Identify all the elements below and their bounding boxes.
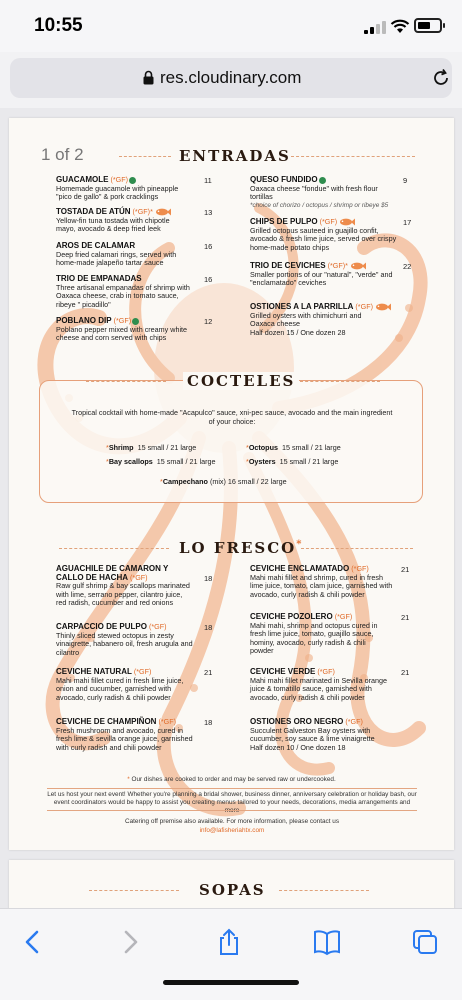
menu-item-description: "enclamatado" ceviches xyxy=(250,278,327,288)
menu-item-price: 17 xyxy=(403,218,412,227)
menu-item xyxy=(250,613,410,656)
menu-item-description: red radish, cucumber and red onions xyxy=(56,598,174,608)
menu-item xyxy=(250,303,410,337)
menu-item xyxy=(250,218,410,252)
fish-icon xyxy=(375,303,391,311)
gluten-free-badge: (*GF) xyxy=(317,667,335,676)
menu-item-name: CARPACCIO DE PULPO xyxy=(56,622,147,631)
gluten-free-badge: (*GF) xyxy=(355,302,373,311)
menu-item-name: TOSTADA DE ATÚN xyxy=(56,207,131,216)
divider xyxy=(47,810,417,811)
menu-item-description: with lime, serrano pepper, cilantro juice, xyxy=(56,589,183,599)
cellular-signal-icon xyxy=(364,20,386,34)
home-indicator xyxy=(163,980,299,985)
menu-item-description: Half dozen 15 / One dozen 28 xyxy=(250,327,346,337)
document-viewer[interactable] xyxy=(0,108,462,908)
menu-item-description: Mahi mahi fillet and shrimp, cured in fresh xyxy=(250,572,384,582)
cocteles-box xyxy=(39,380,423,503)
menu-item-name: TRIO DE EMPANADAS xyxy=(56,274,142,283)
menu-item-description: Homemade guacamole with pineapple xyxy=(56,183,179,193)
section-title-sopas: SOPAS xyxy=(199,881,266,899)
gluten-free-badge: (*GF) xyxy=(334,612,353,621)
contact-email-link[interactable]: info@lafisheriahtx.com xyxy=(199,827,265,834)
back-icon[interactable] xyxy=(18,927,48,957)
menu-item-name: QUESO FUNDIDO xyxy=(250,175,318,184)
menu-item-description: juice & tomatillo sauce, garnished with xyxy=(250,684,372,694)
reload-icon[interactable] xyxy=(431,68,451,88)
menu-item-name: CEVICHE VERDE xyxy=(250,667,316,676)
menu-item-name: CEVICHE DE CHAMPIÑON xyxy=(56,717,157,726)
menu-item-name: OSTIONES ORO NEGRO xyxy=(250,717,344,726)
menu-item xyxy=(250,262,410,288)
menu-item-name: CEVICHE ENCLAMATADO xyxy=(250,564,350,573)
menu-page-1 xyxy=(9,118,454,850)
cocteles-option: *Octopus 15 small / 21 large xyxy=(246,443,341,452)
menu-item-description: fresh lime & sevilla orange juice, garnished xyxy=(56,734,193,744)
menu-item-description: vinaigrette, habanero oil, fresh arugula and xyxy=(56,639,193,649)
menu-item-description: Thinly sliced stewed octopus in zesty xyxy=(56,630,174,640)
vegetarian-icon xyxy=(132,318,139,325)
menu-item-price: 9 xyxy=(403,176,408,185)
gluten-free-badge: (*GF)* xyxy=(327,261,348,270)
cocteles-option: *Bay scallops 15 small / 21 large xyxy=(106,457,216,466)
fish-icon xyxy=(339,218,355,226)
menu-item-price: 12 xyxy=(204,317,213,326)
menu-item-description: lime juice, tomato, clam juice, garnished with xyxy=(250,581,393,591)
gluten-free-badge: (*GF) xyxy=(113,316,132,325)
menu-item-description: hominy, avocado, curly radish & chili xyxy=(250,637,366,647)
menu-item-description: "pico de gallo" & pork cracklings xyxy=(56,192,159,202)
menu-item-name: AROS DE CALAMAR xyxy=(56,241,136,250)
menu-item xyxy=(250,668,410,702)
menu-item-price: 21 xyxy=(401,565,410,574)
menu-item-name: OSTIONES A LA PARRILLA xyxy=(250,302,354,311)
divider xyxy=(300,381,380,382)
menu-item-name: GUACAMOLE xyxy=(56,175,109,184)
gluten-free-badge: (*GF) xyxy=(319,217,338,226)
menu-item xyxy=(56,565,216,608)
menu-item xyxy=(56,242,216,268)
gluten-free-badge: (*GF)* xyxy=(132,207,153,216)
catering-note: Catering off premise also available. For more information, please contact us xyxy=(124,818,340,825)
divider xyxy=(301,548,413,549)
menu-item-note: *choice of chorizo / octopus / shrimp or ribeye $5 xyxy=(250,201,389,209)
menu-item-price: 16 xyxy=(204,275,213,284)
menu-item-description: Mahi mahi fillet marinated in Sevilla orange xyxy=(250,675,388,685)
menu-item xyxy=(56,275,216,309)
menu-item-name: CEVICHE NATURAL xyxy=(56,667,132,676)
browser-toolbar xyxy=(0,908,462,1000)
menu-item-description: Fresh mushroom and avocado, cured in xyxy=(56,725,184,735)
menu-item-description: fresh lime juice, tomato, guajillo sauce, xyxy=(250,629,374,639)
cocteles-option: *Shrimp 15 small / 21 large xyxy=(106,443,197,452)
page-indicator: 1 of 2 xyxy=(41,145,84,164)
menu-item-name: CHIPS DE PULPO xyxy=(250,217,318,226)
menu-item-description: Succulent Galveston Bay oysters with xyxy=(250,725,371,735)
menu-item-description: powder xyxy=(250,646,274,656)
menu-item-price: 13 xyxy=(204,208,213,217)
url-text[interactable]: res.cloudinary.com xyxy=(160,68,302,87)
menu-item-description: onion and cucumber, garnished with xyxy=(56,684,172,694)
menu-item-price: 21 xyxy=(204,668,213,677)
menu-item-description: ribeye " picadillo" xyxy=(56,299,111,309)
gluten-free-badge: (*GF) xyxy=(133,667,152,676)
menu-item-description: Mahi mahi fillet cured in fresh lime juice, xyxy=(56,675,184,685)
divider xyxy=(89,890,179,891)
menu-item-description: cheese and corn served with chips xyxy=(56,333,167,343)
menu-item-description: avocado, curly radish & chili powder xyxy=(250,589,365,599)
menu-item-description: Grilled octopus sauteed in guajillo confit, xyxy=(250,225,379,235)
gluten-free-badge: (*GF) xyxy=(158,717,177,726)
section-title-entradas: ENTRADAS xyxy=(179,147,291,165)
menu-item-description: home-made jalapeño tartar sauce xyxy=(56,258,164,268)
event-note: Let us host your next event! Whether you're planning a bridal shower, business dinner, anniversary celebration or holiday bash, our event coordinators would be happy to assist you creating menus tailored to your needs, decorations, media arrangements and more xyxy=(47,791,417,814)
menu-item-description: Oaxaca cheese xyxy=(250,319,300,329)
menu-item-name: CEVICHE POZOLERO xyxy=(250,612,333,621)
fish-icon xyxy=(350,262,366,270)
gluten-free-badge: (*GF) xyxy=(130,572,148,582)
menu-item-price: 11 xyxy=(204,176,212,185)
menu-item-description: Raw gulf shrimp & bay scallops marinated xyxy=(56,581,190,591)
menu-item-description: cucumber, soy sauce & lime vinaigrette xyxy=(250,734,375,744)
menu-item-description: cilantro xyxy=(56,647,80,657)
menu-item xyxy=(56,176,216,202)
menu-item-description: mayo, avocado & deep fried leek xyxy=(56,224,161,234)
lock-icon xyxy=(143,70,154,85)
menu-item-name: CALLO DE HACHA xyxy=(56,572,128,582)
menu-item-description: Deep fried calamari rings, served with xyxy=(56,249,177,259)
menu-item-description: avocado & fresh lime juice, served over crispy xyxy=(250,234,397,244)
share-icon[interactable] xyxy=(214,927,244,957)
cocteles-option: *Campechano (mix) 16 small / 22 large xyxy=(160,477,287,486)
section-title-cocteles: COCTELES xyxy=(183,372,299,390)
address-bar[interactable] xyxy=(10,58,452,98)
cocteles-description: Tropical cocktail with home-made "Acapulco" sauce, xni-pec sauce, avocado and the main ingredient of your choice: xyxy=(71,408,393,426)
forward-icon[interactable] xyxy=(115,927,145,957)
menu-item-description: Smaller portions of our "natural", "verde" and xyxy=(250,269,393,279)
menu-item xyxy=(250,718,410,752)
menu-item-description: Half dozen 10 / One dozen 18 xyxy=(250,742,346,752)
menu-item-description: Oaxaca cheese, crab in tomato sauce, xyxy=(56,291,179,301)
gluten-free-badge: (*GF) xyxy=(351,564,369,573)
menu-item-price: 16 xyxy=(204,242,213,251)
menu-item-price: 18 xyxy=(204,623,213,632)
menu-item-description: avocado, curly radish & chili powder xyxy=(250,692,365,702)
menu-item xyxy=(56,623,216,657)
section-title-lo-fresco: LO FRESCO* xyxy=(179,539,304,557)
menu-item-price: 18 xyxy=(204,574,213,583)
menu-item xyxy=(56,208,216,234)
menu-item-description: Three artisanal empanadas of shrimp with xyxy=(56,282,190,292)
menu-item-description: tortillas xyxy=(250,192,273,202)
menu-item-description: Yellow-fin tuna tostada with chipotle xyxy=(56,215,170,225)
menu-item-description: home-made potato chips xyxy=(250,242,330,252)
cocteles-option: *Oysters 15 small / 21 large xyxy=(246,457,339,466)
menu-item-price: 21 xyxy=(401,668,410,677)
divider xyxy=(86,381,166,382)
menu-item xyxy=(56,317,216,343)
menu-item-description: Grilled oysters with chimichurri and xyxy=(250,310,362,320)
menu-item xyxy=(56,718,216,752)
menu-item xyxy=(250,176,410,210)
vegetarian-icon xyxy=(129,177,136,184)
menu-item-price: 21 xyxy=(401,613,410,622)
menu-item-description: Poblano pepper mixed with creamy white xyxy=(56,324,188,334)
battery-icon xyxy=(414,18,442,33)
menu-item-description: Oaxaca cheese "fondue" with fresh flour xyxy=(250,183,378,193)
menu-item-name: POBLANO DIP xyxy=(56,316,112,325)
menu-item-description: with curly radish and chili powder xyxy=(56,742,162,752)
status-time: 10:55 xyxy=(34,15,83,36)
menu-item-description: avocado, curly radish & chili powder xyxy=(56,692,171,702)
menu-item xyxy=(250,565,410,599)
status-bar xyxy=(0,0,462,52)
divider xyxy=(119,156,171,157)
menu-item-price: 22 xyxy=(403,262,412,271)
menu-item-name: AGUACHILE DE CAMARON Y xyxy=(56,564,169,573)
gluten-free-badge: (*GF) xyxy=(148,622,167,631)
vegetarian-icon xyxy=(319,177,326,184)
divider xyxy=(279,890,369,891)
gluten-free-badge: (*GF) xyxy=(345,717,363,726)
divider xyxy=(47,788,417,789)
menu-page-2 xyxy=(9,860,454,908)
menu-item xyxy=(56,668,216,702)
bookmarks-icon[interactable] xyxy=(312,927,342,957)
divider xyxy=(59,548,169,549)
raw-food-disclaimer: * Our dishes are cooked to order and may be served raw or undercooked. xyxy=(127,776,336,783)
menu-item-name: TRIO DE CEVICHES xyxy=(250,261,326,270)
menu-item-description: Mahi mahi, shrimp and octopus cured in xyxy=(250,620,378,630)
wifi-icon xyxy=(390,18,410,34)
tabs-icon[interactable] xyxy=(410,927,440,957)
fish-icon xyxy=(155,208,171,216)
gluten-free-badge: (*GF) xyxy=(110,175,129,184)
menu-item-price: 18 xyxy=(204,718,213,727)
divider xyxy=(291,156,415,157)
